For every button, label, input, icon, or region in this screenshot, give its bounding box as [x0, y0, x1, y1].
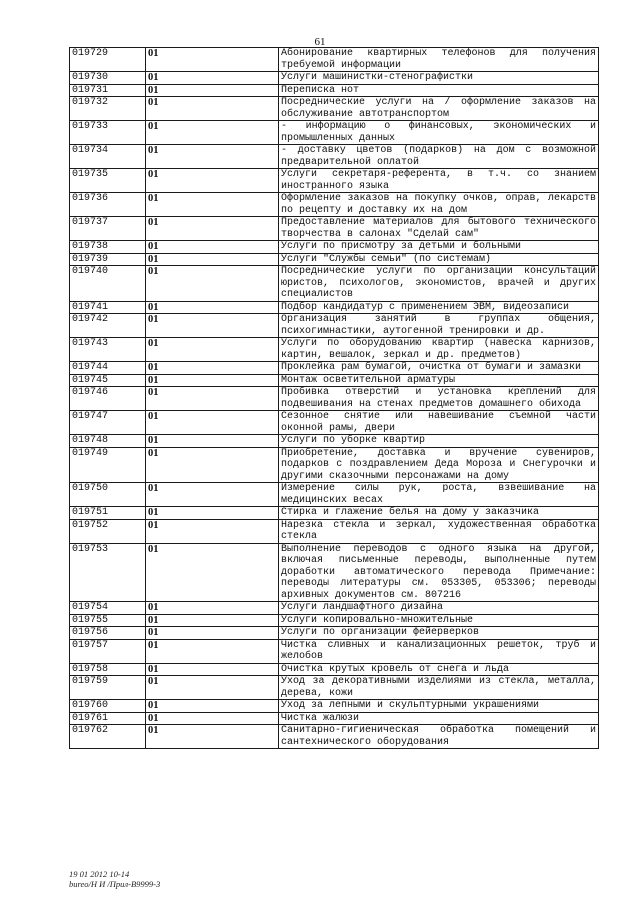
- qualifier-cell: 01: [146, 627, 279, 640]
- qualifier-cell: 01: [146, 314, 279, 338]
- table-row: [70, 507, 599, 520]
- service-description-cell: Предоставление материалов для бытового технического творчества в салонах "Сделай сам": [279, 217, 599, 241]
- service-code-cell: 019746: [70, 387, 146, 411]
- table-row: [70, 639, 599, 663]
- qualifier-cell: 01: [146, 193, 279, 217]
- qualifier-cell: 01: [146, 387, 279, 411]
- service-description-cell: Переписка нот: [279, 84, 599, 97]
- qualifier-cell: 01: [146, 217, 279, 241]
- service-code-cell: 019752: [70, 519, 146, 543]
- table-row: [70, 253, 599, 266]
- table-row: [70, 676, 599, 700]
- service-code-cell: 019734: [70, 145, 146, 169]
- service-description-cell: Услуги ландшафтного дизайна: [279, 602, 599, 615]
- service-description-cell: Услуги "Службы семьи" (по системам): [279, 253, 599, 266]
- service-description-cell: Сезонное снятие или навешивание съемной части оконной рамы, двери: [279, 411, 599, 435]
- qualifier-cell: 01: [146, 169, 279, 193]
- table-row: [70, 121, 599, 145]
- qualifier-cell: 01: [146, 48, 279, 72]
- table-row: [70, 627, 599, 640]
- service-code-cell: 019731: [70, 84, 146, 97]
- qualifier-cell: 01: [146, 676, 279, 700]
- qualifier-cell: 01: [146, 602, 279, 615]
- table-row: [70, 519, 599, 543]
- service-code-cell: 019744: [70, 362, 146, 375]
- service-description-cell: Очистка крутых кровель от снега и льда: [279, 663, 599, 676]
- table-row: [70, 338, 599, 362]
- service-description-cell: Измерение силы рук, роста, взвешивание на медицинских весах: [279, 483, 599, 507]
- service-code-cell: 019761: [70, 712, 146, 725]
- document-footer: [69, 869, 160, 889]
- table-row: [70, 614, 599, 627]
- service-description-cell: Монтаж осветительной арматуры: [279, 374, 599, 387]
- service-code-cell: 019759: [70, 676, 146, 700]
- service-code-cell: 019741: [70, 301, 146, 314]
- qualifier-cell: 01: [146, 614, 279, 627]
- service-description-cell: Приобретение, доставка и вручение сувениров, подарков с поздравлением Деда Мороза и Снегурочки и другими сказочными персонажами на дому: [279, 447, 599, 483]
- service-code-cell: 019748: [70, 435, 146, 448]
- qualifier-cell: 01: [146, 338, 279, 362]
- table-row: [70, 48, 599, 72]
- classifier-table: [69, 47, 599, 749]
- qualifier-cell: 01: [146, 72, 279, 85]
- service-description-cell: Пробивка отверстий и установка креплений для подвешивания на стенах предметов домашнего обихода: [279, 387, 599, 411]
- table-row: [70, 241, 599, 254]
- table-row: [70, 145, 599, 169]
- service-description-cell: Услуги по присмотру за детьми и больными: [279, 241, 599, 254]
- table-row: [70, 374, 599, 387]
- table-row: [70, 712, 599, 725]
- service-description-cell: Организация занятий в группах общения, психогимнастики, аутогенной тренировки и др.: [279, 314, 599, 338]
- service-code-cell: 019736: [70, 193, 146, 217]
- qualifier-cell: 01: [146, 411, 279, 435]
- qualifier-cell: 01: [146, 97, 279, 121]
- service-description-cell: Уход за декоративными изделиями из стекла, металла, дерева, кожи: [279, 676, 599, 700]
- qualifier-cell: 01: [146, 543, 279, 602]
- table-row: [70, 97, 599, 121]
- qualifier-cell: 01: [146, 241, 279, 254]
- service-code-cell: 019751: [70, 507, 146, 520]
- qualifier-cell: 01: [146, 266, 279, 302]
- qualifier-cell: 01: [146, 84, 279, 97]
- qualifier-cell: 01: [146, 145, 279, 169]
- footer-file-reference: bureo/Н И /Прил-В9999-3: [69, 879, 161, 889]
- qualifier-cell: 01: [146, 362, 279, 375]
- qualifier-cell: 01: [146, 700, 279, 713]
- service-description-cell: Услуги машинистки-стенографистки: [279, 72, 599, 85]
- service-code-cell: 019732: [70, 97, 146, 121]
- table-row: [70, 447, 599, 483]
- qualifier-cell: 01: [146, 253, 279, 266]
- service-code-cell: 019743: [70, 338, 146, 362]
- service-description-cell: Посреднические услуги на / оформление заказов на обслуживание автотранспортом: [279, 97, 599, 121]
- page-number: 61: [314, 36, 326, 48]
- service-description-cell: Стирка и глажение белья на дому у заказчика: [279, 507, 599, 520]
- service-description-cell: Выполнение переводов с одного языка на другой, включая письменные переводы, выполненные путем доработки автоматического перевода Примечание: переводы литературы см. 053305, 053306; переводы архивных документов см. 807216: [279, 543, 599, 602]
- table-row: [70, 193, 599, 217]
- qualifier-cell: 01: [146, 435, 279, 448]
- service-code-cell: 019735: [70, 169, 146, 193]
- service-code-cell: 019753: [70, 543, 146, 602]
- service-description-cell: Подбор кандидатур с применением ЭВМ, видеозаписи: [279, 301, 599, 314]
- qualifier-cell: 01: [146, 712, 279, 725]
- table-row: [70, 700, 599, 713]
- service-code-cell: 019745: [70, 374, 146, 387]
- service-code-cell: 019730: [70, 72, 146, 85]
- service-code-cell: 019760: [70, 700, 146, 713]
- service-code-cell: 019756: [70, 627, 146, 640]
- table-row: [70, 217, 599, 241]
- service-description-cell: Посреднические услуги по организации консультаций юристов, психологов, экономистов, врачей и других специалистов: [279, 266, 599, 302]
- service-code-cell: 019750: [70, 483, 146, 507]
- qualifier-cell: 01: [146, 301, 279, 314]
- service-code-cell: 019762: [70, 725, 146, 749]
- service-code-cell: 019742: [70, 314, 146, 338]
- service-code-cell: 019749: [70, 447, 146, 483]
- table-row: [70, 387, 599, 411]
- service-code-cell: 019754: [70, 602, 146, 615]
- service-code-cell: 019739: [70, 253, 146, 266]
- table-row: [70, 169, 599, 193]
- qualifier-cell: 01: [146, 725, 279, 749]
- service-description-cell: Услуги по оборудованию квартир (навеска карнизов, картин, вешалок, зеркал и др. предметов): [279, 338, 599, 362]
- service-description-cell: Проклейка рам бумагой, очистка от бумаги и замазки: [279, 362, 599, 375]
- service-description-cell: Абонирование квартирных телефонов для получения требуемой информации: [279, 48, 599, 72]
- service-code-cell: 019740: [70, 266, 146, 302]
- qualifier-cell: 01: [146, 121, 279, 145]
- table-row: [70, 72, 599, 85]
- service-description-cell: Услуги по уборке квартир: [279, 435, 599, 448]
- table-row: [70, 314, 599, 338]
- service-code-cell: 019747: [70, 411, 146, 435]
- service-description-cell: - доставку цветов (подарков) на дом с возможной предварительной оплатой: [279, 145, 599, 169]
- service-description-cell: Услуги копировально-множительные: [279, 614, 599, 627]
- service-description-cell: Санитарно-гигиеническая обработка помещений и сантехнического оборудования: [279, 725, 599, 749]
- footer-timestamp: 19 01 2012 10-14: [69, 869, 130, 879]
- table-row: [70, 84, 599, 97]
- table-row: [70, 543, 599, 602]
- service-description-cell: Оформление заказов на покупку очков, оправ, лекарств по рецепту и доставку их на дом: [279, 193, 599, 217]
- qualifier-cell: 01: [146, 639, 279, 663]
- table-row: [70, 483, 599, 507]
- qualifier-cell: 01: [146, 507, 279, 520]
- service-description-cell: Уход за лепными и скульптурными украшениями: [279, 700, 599, 713]
- service-code-cell: 019755: [70, 614, 146, 627]
- classifier-table-body: [70, 48, 599, 749]
- qualifier-cell: 01: [146, 483, 279, 507]
- qualifier-cell: 01: [146, 519, 279, 543]
- service-code-cell: 019733: [70, 121, 146, 145]
- table-row: [70, 411, 599, 435]
- table-row: [70, 663, 599, 676]
- service-description-cell: Услуги по организации фейерверков: [279, 627, 599, 640]
- service-code-cell: 019729: [70, 48, 146, 72]
- service-description-cell: Чистка жалюзи: [279, 712, 599, 725]
- service-code-cell: 019758: [70, 663, 146, 676]
- service-description-cell: Услуги секретаря-референта, в т.ч. со знанием иностранного языка: [279, 169, 599, 193]
- service-code-cell: 019737: [70, 217, 146, 241]
- service-code-cell: 019738: [70, 241, 146, 254]
- table-row: [70, 362, 599, 375]
- qualifier-cell: 01: [146, 374, 279, 387]
- service-description-cell: Чистка сливных и канализационных решеток, труб и желобов: [279, 639, 599, 663]
- table-row: [70, 725, 599, 749]
- table-row: [70, 602, 599, 615]
- qualifier-cell: 01: [146, 663, 279, 676]
- service-code-cell: 019757: [70, 639, 146, 663]
- service-description-cell: - информацию о финансовых, экономических и промышленных данных: [279, 121, 599, 145]
- qualifier-cell: 01: [146, 447, 279, 483]
- service-description-cell: Нарезка стекла и зеркал, художественная обработка стекла: [279, 519, 599, 543]
- table-row: [70, 435, 599, 448]
- table-row: [70, 301, 599, 314]
- table-row: [70, 266, 599, 302]
